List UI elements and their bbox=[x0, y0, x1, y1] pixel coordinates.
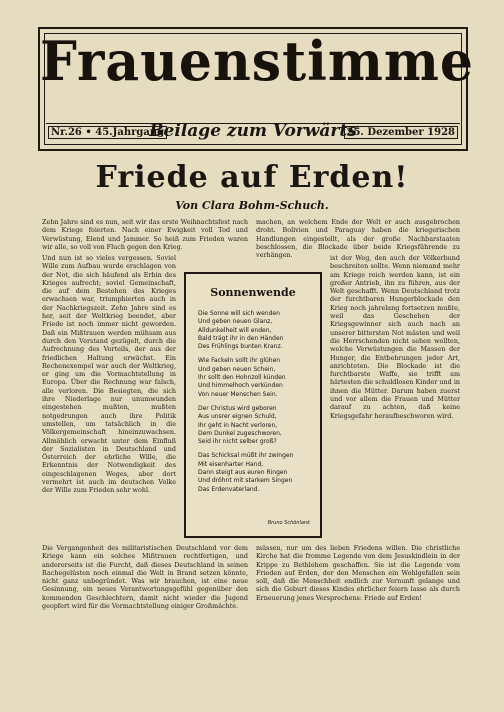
article-text-bottom-left bbox=[42, 544, 248, 690]
poem-title: Sonnenwende bbox=[210, 286, 296, 299]
poem-stanza bbox=[198, 310, 312, 351]
article-byline: Von Clara Bohm-Schuch. bbox=[175, 199, 329, 212]
paragraph: Und nun ist so vieles vergessen. Soviel Wille zum Aufbau wurde erschlagen von der Not, die sich häufend als Erbin des Krieges aufrecht; soviel Gemeinschaft, die auf dem Bestehen des Krieges erwachsen war, triumphierten auch in der Nachkriegszeit. Zehn Jahre sind es her, seit der Weltkrieg beendet, aber Friede ist noch immer nicht geworden. Daß ein Mißtrauen werden mühsam aus durch den Verstand gezügelt, durch die Aufrechnung des Vorteils, der aus der friedlichen Haltung erwächst. Ein Rechenexempel war auch der Weltkrieg, er ging um die Vormachtstellung in Europa. Über die Rechnung war falsch, alle verloren. Die Besiegten, die sich ihre Niederlage nur unumwunden eingestehen mußten, mußten notgedrungen auch ihre Politik umstellen, um tatsächlich in die Völkergemeinschaft hineinzuwachsen. Allmählich erwacht unter dem Einfluß der Sozialisten in Deutschland und Österreich der ehrliche Wille, die Erkenntnis der Notwendigkeit des eingeschlagenen Weges, aber dort vermehrt ist auch im deutschen Volke der Wille zum Frieden sehr wohl. bbox=[42, 254, 176, 495]
stanza-text: Der Christus wird geboren Aus unsrer eignen Schuld, Ihr geht in Nacht verloren, Dem Dunkel zugeschworen, Seid ihr nicht selber groß? bbox=[198, 404, 282, 446]
poem-stanza bbox=[198, 452, 312, 493]
article-text-top-left bbox=[42, 218, 248, 254]
issue-number: Nr.26 • 45.Jahrgang bbox=[48, 126, 167, 139]
poem-stanza bbox=[198, 357, 312, 398]
stanza-text: Die Sonne will sich wenden Und geben neuen Glanz, Alldunkelheit will enden, Bald trägt ihr in den Händen Des Frühlings bunten Kranz. bbox=[198, 310, 284, 351]
poem-stanza bbox=[198, 405, 312, 446]
article-text-left-column bbox=[42, 254, 176, 544]
article-text-top-right bbox=[256, 218, 460, 260]
masthead-subtitle: Beilage zum Vorwärts bbox=[149, 121, 357, 141]
paragraph: müssen, nur um des lieben Friedens willen. Die christliche Kirche hat die fromme Legende von dem Jesuskindlein in der Krippe zu Bethlehem geschaffen. Sie ist die Legende vom Frieden auf Erden, der den Menschen ein Wohlgefallen sein soll, daß die Menschheit endlich zur Vernunft gelange und sich die Geburt dieses Kindes ehrlicher feiern lasse als durch Erneuerung jenes Versprechens: Friede auf Erden! bbox=[256, 544, 460, 602]
poem-author: Bruno Schönlank bbox=[267, 520, 310, 526]
paragraph: ist der Weg, den auch der Völkerbund beschreiten sollte. Wenn niemand mehr am Kriege reich werden kann, ist ein großer Antrieb, ihn zu führen, aus der Welt geschafft. Wenn Deutschland trotz der furchtbaren Hungerblockade den Krieg noch jahrelang fortsetzen mußte, weil das Geschehen der Kriegsgewinner sich auch nach an unserer bittersten Not mästen und weil die Herrschenden nicht sehen wollten, welche Verwüstungen die Massen der Hunger, die Entbehrungen jeder Art, anrichteten. Die Blockade ist die furchtbarste Waffe, sie trifft am härtesten die schuldlosen Kinder und in ihnen die Mütter. Darum haben zuerst und vor allem die Frauen und Mütter darauf zu achten, daß keine Kriegsgefahr heraufbeschworen wird. bbox=[330, 254, 460, 420]
issue-date: 25. Dezember 1928 bbox=[344, 126, 458, 139]
article-text-bottom-right bbox=[256, 544, 460, 690]
paragraph: machen, an welchem Ende der Welt er auch ausgebrochen droht. Bolivien und Paraguay haben die kriegerischen Handlungen eingestellt, als der große Nachbarstaaten beschlossen, die Blockade über beide Kriegsführende zu verhängen. bbox=[256, 218, 460, 260]
stanza-text: Wie Fackeln sollt ihr glühen Und geben neuen Schein, Ihr sollt den Hohnzoll künden Und himmelhoch verkünden Von neuer Menschen Sein. bbox=[198, 357, 286, 398]
poem-box bbox=[184, 272, 322, 538]
article-text-right-column bbox=[330, 254, 460, 544]
masthead bbox=[38, 27, 474, 151]
paragraph: Die Vergangenheit des militaristischen Deutschland vor dem Kriege kann ein solches Mißtrauen rechtfertigen, und andererseits ist die Furcht, daß dieses Deutschland in seinen Rachegelüsten noch einmal die Welt in Brand setzen könnte, nicht ganz unbegründet. Was wir brauchen, ist eine neue Gesinnung, ein neues Verantwortungsgefühl gegenüber den kommenden Geschlechtern, damit nicht wieder die Jugend geopfert wird für die Vormachtstellung einiger Großmächte. bbox=[42, 544, 248, 611]
paragraph: Zehn Jahre sind es nun, seit wir das erste Weihnachtsfest nach dem Kriege feierten. Nach einer Ewigkeit voll Tod und Verwüstung, Elend und Jammer. So heiß zum Frieden waren wir alle, so voll von Fluch gegen den Krieg. bbox=[42, 218, 248, 251]
stanza-text: Das Schicksal müßt ihr zwingen Mit eisenharter Hand, Dann steigt aus euren Ringen Und dröhnt mit starkem Singen Das Erdenvaterland. bbox=[198, 452, 294, 493]
poem-body bbox=[198, 310, 312, 500]
article-headline: Friede auf Erden! bbox=[95, 160, 409, 195]
masthead-title: Frauenstimme bbox=[40, 29, 474, 94]
